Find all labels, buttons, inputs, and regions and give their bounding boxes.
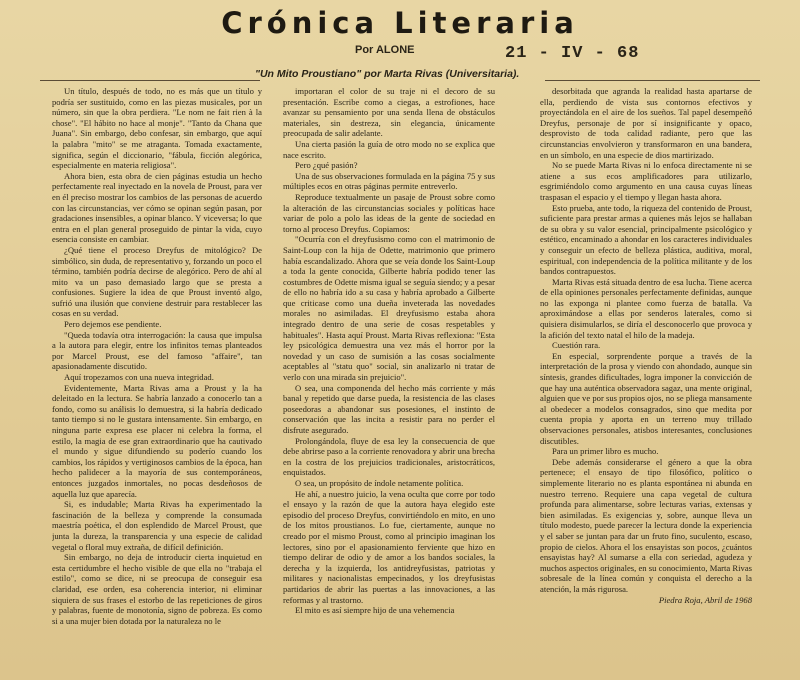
- header-rule-right: [545, 80, 760, 81]
- signature-line: Piedra Roja, Abril de 1968: [658, 594, 752, 605]
- paragraph: Esto prueba, ante todo, la riqueza del contenido de Proust, suficiente para prestar armas a quienes más lejos se hallaban de su obra y su valor esencial, principalmente psicológico y estético, encaminado a ahondar en los caracteres individuales y conseguir un efecto de belleza plástica, auditiva, moral, espiritual, con independencia de la política militante y de los bandos contrapuestos.: [540, 202, 752, 277]
- paragraph: Sin embargo, no deja de introducir cierta inquietud en esta certidumbre el hecho visible de que ella no "trabaja el estilo", como se dice, ni se preocupa de conseguir esa claridad, ese orden, esa coherencia interior, ni eliminar siquiera de sus frases el estorbo de las repeticiones de giros y palabras, fuente de monotonía, signo de pobreza. Es como si a una mujer bien dotada por la naturaleza no le: [52, 552, 262, 626]
- paragraph: Una cierta pasión la guía de otro modo no se explica que nace escrito.: [283, 138, 495, 160]
- text-column-3: [540, 86, 752, 676]
- paragraph: Un título, después de todo, no es más que un título y podría ser sustituido, como en las piezas musicales, por un número, sin que la obra perdiera. "Le nom ne fait rien à la chose". "El hábito no hace al monje". "Tanto da Chana que Juana". Sin embargo, debo confesar, sin embargo, que aquí la palabra "mito" se me atraganta. Tomada exactamente, significa, según el diccionario, "fábula, ficción alegórica, especialmente en materia religiosa".: [52, 86, 262, 171]
- paragraph: He ahí, a nuestro juicio, la vena oculta que corre por todo el ensayo y la razón de que la autora haya elegido este episodio del proceso Dreyfus, convirtiéndolo en mito, en uno de los mitos proustianos. Lo fue, ciertamente, aunque no creado por el mismo Proust, como al principio imaginan los lectores, sino por el apasionamiento ferviente que hizo en tiempo delirar de odio y de amor a los bandos sociales, la derecha y la izquierda, los antidreyfusistas, patriotas y militares y nacionalistas empecinados, y los dreyfusistas partidarios de abrir las puertas a las innovaciones, a las reformas y al trastorno.: [283, 488, 495, 605]
- paragraph: Ahora bien, esta obra de cien páginas estudia un hecho perfectamente real inyectado en la novela de Proust, para ver en él preciso mostrar los cambios de las personas de acuerdo con las circunstancias, ver cómo se opinan según pasan, por gradaciones insensibles, a opinar blanco. Y viceversa; lo que entra en el plan general proseguido de pintar la vida, cuyo esencia consiste en cambiar.: [52, 170, 262, 245]
- paragraph: ¿Qué tiene el proceso Dreyfus de mitológico? De simbólico, sin duda, de representativo y, forzando un poco el término, también podría decirse de alegórico. Pero de ahí al mito va un paso demasiado largo que se presta a confusiones. Sugiere la idea de que Proust inventó algo, sufrió una ilusión que conviene destruir para restablecer las cosas en su verdad.: [52, 244, 262, 319]
- paragraph: "Ocurría con el dreyfusismo como con el matrimonio de Saint-Loup con la hija de Odette, matrimonio que primero había escandalizado. Ahora que se veía donde los Saint-Loup a toda la gente conocida, Gilberte habría podido tener las costumbres de Odette misma igual se seguía siendo; y a pesar de ello no habría ido a su casa y habría aprobado a Gilberte que criticase como una dueña inveterada las novedades morales no asimiladas. El dreyfusismo estaba ahora integrado dentro de una serie de cosas respetables y habituales". Hasta aquí Proust. Marta Rivas reflexiona: "Esta ley psicológica demuestra una vez más el horror por la novedad y un caso de sumisión a las cosas socialmente aceptables al "statu quo" social, sin analizarlo ni tratar de verlo con una mirada sin prejuicio".: [283, 234, 495, 383]
- handwritten-date: 21 - IV - 68: [505, 44, 640, 63]
- paragraph: Una de sus observaciones formulada en la página 75 y sus múltiples ecos en otras páginas permite entreverlo.: [283, 170, 495, 192]
- paragraph: Para un primer libro es mucho.: [552, 446, 659, 457]
- paragraph: Si, es indudable; Marta Rivas ha experimentado la fascinación de la belleza y comprende la consumada maestría poética, el don esplendido de Marcel Proust, que junta la dureza, la transparencia y una especie de calidad vegetal o floral muy extraña, de difícil definición.: [52, 499, 262, 552]
- paragraph: Debe además considerarse el género a que la obra pertenece; el ensayo de tipo filosófico, político o simplemente literario no es planta espontánea ni abunda en nuestro terreno. Requiere una capa vegetal de cultura profunda para alimentarse, sobre lecturas varias, extensas y bien asimiladas. Es exigencias y, sobre, aunque lleva un título modesto, puede parecer la lectura donde la experiencia y el saber se juntan para dar un fruto fino, suculento, escaso, propio de cielos. Ahora el los ensayistas son pocos, ¿cuántos ensayistas hay? Al sumarse a ella con seriedad, agudeza y muchos aspectos originales, en su conocimiento, Marta Rivas sobresale de la línea común y conquista el derecho a la atención, la más rigurosa.: [540, 456, 752, 594]
- header-rule-left: [40, 80, 260, 81]
- paragraph: desorbitada que agranda la realidad hasta apartarse de ella, perdiendo de vista sus contornos efectivos y proyectándola en el aire de los sueños. Tal papel desempeñó Dreyfus, personaje de por sí insignificante y opaco, desprovisto de toda calidad radiante, pero que las circunstancias envolvieron y transformaron en una bandera, en un símbolo, en una especie de dios martirizado.: [540, 86, 752, 160]
- paragraph: El mito es así siempre hijo de una vehemencia: [295, 605, 455, 616]
- paragraph: O sea, una componenda del hecho más corriente y más banal y repetido que darse pueda, la resistencia de las clases poseedoras a abandonar sus posesiones, el instinto de conservación que las incita a resistir para no perder el disfrute asegurado.: [283, 382, 495, 435]
- paragraph: Aquí tropezamos con una nueva integridad.: [64, 372, 214, 383]
- paragraph: O sea, un propósito de índole netamente política.: [295, 477, 464, 488]
- text-column-1: [52, 86, 262, 676]
- column-title: Crónica Literaria: [221, 6, 579, 40]
- paragraph: Pero ¿qué pasión?: [295, 160, 358, 171]
- paragraph: "Queda todavía otra interrogación: la causa que impulsa a la autora para elegir, entre los infinitos temas planteados por Marcel Proust, ese del famoso "affaire", tan apasionadamente discutido.: [52, 329, 262, 372]
- paragraph: Prolongándola, fluye de esa ley la consecuencia de que debe abrirse paso a la corriente renovadora y abrir una brecha en la costra de los prejuicios tradicionales, aristocráticos, enquistados.: [283, 435, 495, 478]
- author-byline: Por ALONE: [355, 44, 415, 56]
- text-column-2: [283, 86, 495, 676]
- article-subtitle: "Un Mito Proustiano" por Marta Rivas (Universitaria).: [255, 68, 520, 80]
- paragraph: En especial, sorprendente porque a través de la interpretación de la prosa y viendo con ahondado, aunque sin síntesis, grandes dificultades, logra imponer la convicción de que hay una auténtica observadora sagaz, una mente original, alguien que ve por sus propios ojos, no se pliega mansamente al obedecer a modelos consagrados, sino que medita por cuenta propia y aporta en un terreno muy trillado observaciones personales, atisbos interesantes, conclusiones discutibles.: [540, 350, 752, 446]
- paragraph: Pero dejemos ese pendiente.: [64, 319, 162, 330]
- paragraph: Cuestión rara.: [552, 340, 601, 351]
- paragraph: No se puede Marta Rivas ni lo enfoca directamente ni se atiene a sus ecos amplificadores para utilizarlo, esgrimiéndolo como argumento en una causa cuyas líneas traspasan el espacio y el tiempo y llegan hasta ahora.: [540, 160, 752, 202]
- paragraph: Evidentemente, Marta Rivas ama a Proust y la ha deleitado en la lectura. Se habría lanzado a conocerlo tan a fondo, como su análisis lo demuestra, si la habría dedicado tanto tiempo si no le gustara intensamente. Sin embargo, en ninguna parte expresa ese placer ni celebra la forma, el estilo, la magia de ese gran extraordinario que ha cautivado el mundo y sigue difundiendo su poderío cuando los cambios, los rápidos y vertiginosos cambios de la época, han hecho palidecer a la mayoría de sus contemporáneos, entonces juzgados inmortales, no pocas desdeñosos de aquella luz que aparecía.: [52, 382, 262, 499]
- paragraph: Marta Rivas está situada dentro de esa lucha. Tiene acerca de ella opiniones personales perfectamente definidas, aunque no las exponga ni plantee como fuerza de batalla. Va aproximándose a ellas por senderos laterales, como si quisiera disimularlos, se diría el desconocerlo que provoca y la afición del texto natal el hilo de la madeja.: [540, 276, 752, 340]
- paragraph: importaran el color de su traje ni el decoro de su presentación. Escribe como a ciegas, a estrofiones, hace avanzar su pensamiento por una senda llena de obstáculos materiales, sin destreza, sin elegancia, únicamente preocupada de salir adelante.: [283, 86, 495, 139]
- paragraph: Reproduce textualmente un pasaje de Proust sobre como la alteración de las circunstancias sociales y políticas hace variar de polo a polo las ideas de la gente de sociedad en torno al proceso Dreyfus. Copiamos:: [283, 191, 495, 234]
